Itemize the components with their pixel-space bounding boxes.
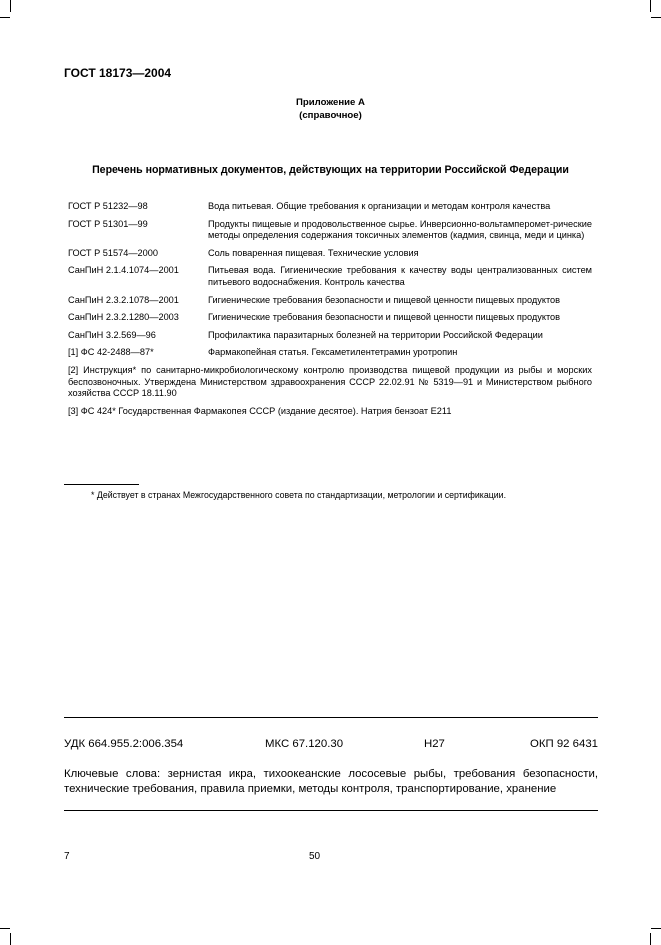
mks-code: МКС 67.120.30 — [265, 738, 344, 750]
reference-code: ГОСТ Р 51301—99 — [68, 218, 148, 229]
reference-code: ГОСТ Р 51574—2000 — [68, 247, 158, 258]
reference-row — [68, 201, 592, 213]
reference-code: СанПиН 2.3.2.1078—2001 — [68, 294, 179, 305]
reference-row — [68, 219, 592, 242]
reference-row — [68, 330, 592, 342]
reference-code: СанПиН 2.3.2.1280—2003 — [68, 312, 179, 323]
reference-row — [68, 248, 592, 260]
reference-text: Фармакопейная статья. Гексаметилентетрамин уротропин — [208, 347, 458, 358]
reference-code: ГОСТ Р 51232—98 — [68, 201, 148, 211]
reference-row — [68, 265, 592, 288]
okp-code: ОКП 92 6431 — [530, 738, 599, 750]
udk-code: УДК 664.955.2:006.354 — [64, 738, 184, 750]
reference-text: Продукты пищевые и продовольственное сырье. Инверсионно-вольтамперомет-рические методы определения содержания токсичных элементов (кадмия, свинца, меди и цинка) — [208, 218, 592, 241]
reference-row — [68, 312, 592, 324]
footnote: * Действует в странах Межгосударственного совета по стандартизации, метрологии и сертификации. — [91, 490, 507, 500]
reference-full-3: [3] ФС 424* Государственная Фармакопея СССР (издание десятое). Натрия бензоат Е211 — [68, 405, 452, 416]
crop-mark — [10, 0, 11, 12]
crop-mark — [10, 933, 11, 945]
reference-row — [68, 347, 592, 359]
divider-bottom — [64, 810, 598, 811]
reference-code: СанПиН 2.1.4.1074—2001 — [68, 265, 179, 276]
page-title: Перечень нормативных документов, действующих на территории Российской Федерации — [92, 164, 569, 176]
reference-text: Гигиенические требования безопасности и пищевой ценности пищевых продуктов — [208, 294, 561, 305]
reference-text: Вода питьевая. Общие требования к организации и методам контроля качества — [208, 201, 551, 211]
appendix-title: Приложение А — [296, 97, 365, 108]
reference-text: Питьевая вода. Гигиенические требования к качеству воды централизованных систем питьевого водоснабжения. Контроль качества — [208, 265, 592, 287]
crop-mark — [650, 933, 651, 945]
appendix-subtitle: (справочное) — [299, 110, 362, 121]
crop-mark — [0, 17, 10, 18]
crop-mark — [0, 928, 10, 929]
reference-code: СанПиН 3.2.569—96 — [68, 329, 156, 340]
references-list — [68, 201, 592, 423]
footnote-divider — [64, 484, 139, 485]
reference-full-2: [2] Инструкция* по санитарно-микробиологическому контролю производства пищевой продукции из рыбы и морских беспозвоночных. Утверждена Министерством здравоохранения СССР 22.02.91 № 5319—91 и Министерством рыбного хозяйства СССР 18.11.90 — [68, 364, 592, 399]
page-number: 7 — [64, 851, 70, 862]
keywords: Ключевые слова: зернистая икра, тихоокеанские лососевые рыбы, требования безопасности, технические требования, правила приемки, методы контроля, транспортирование, хранение — [64, 768, 598, 795]
reference-code: [1] ФС 42-2488—87* — [68, 347, 154, 358]
reference-row — [68, 295, 592, 307]
divider-top — [64, 717, 598, 718]
crop-mark — [651, 17, 661, 18]
print-number: 50 — [309, 851, 321, 862]
crop-mark — [650, 0, 651, 12]
reference-text: Профилактика паразитарных болезней на территории Российской Федерации — [208, 329, 543, 340]
crop-mark — [651, 928, 661, 929]
reference-text: Гигиенические требования безопасности и пищевой ценности пищевых продуктов — [208, 312, 561, 323]
group-code: Н27 — [424, 738, 445, 750]
reference-text: Соль поваренная пищевая. Технические условия — [208, 247, 419, 258]
standard-header: ГОСТ 18173—2004 — [64, 66, 172, 80]
